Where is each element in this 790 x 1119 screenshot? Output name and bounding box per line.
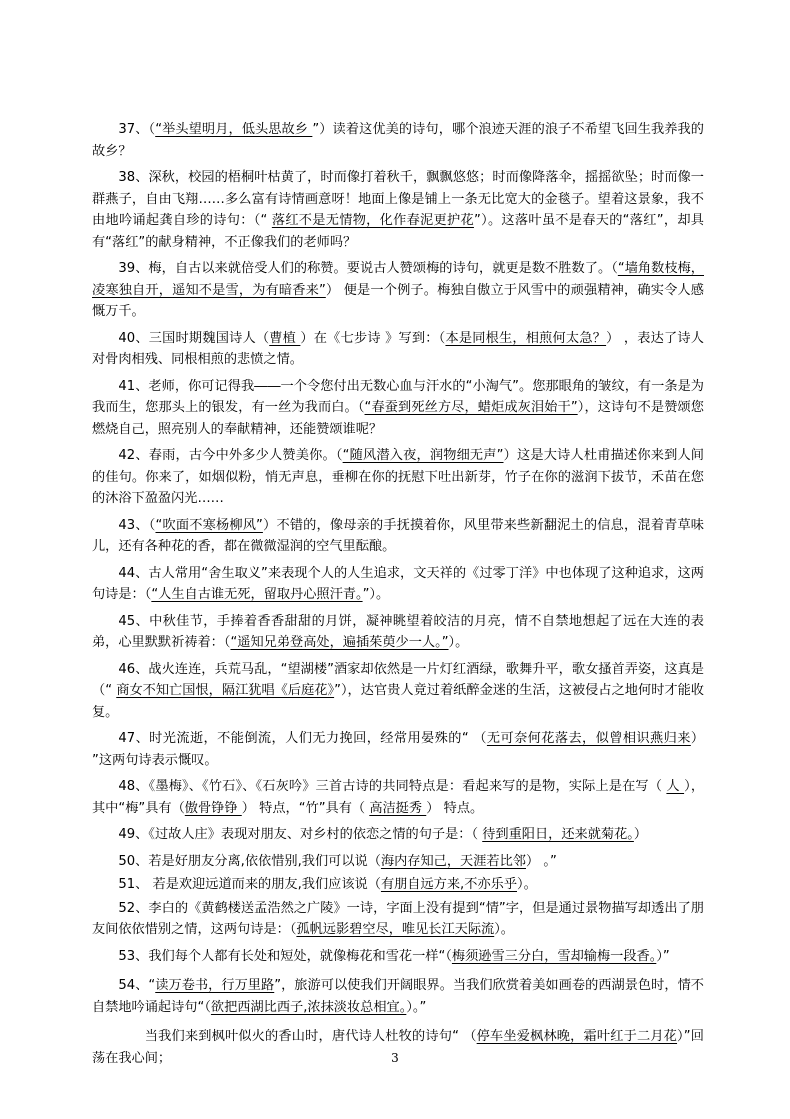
answer-text: 停车坐爱枫林晚，霜叶红于二月花 [476,1029,678,1044]
question-text: ）不错的，像母亲的手抚摸着你，风里带来些新翻泥土的信息，混着青草味儿，还有各种花的香，都在微微湿润的空气里酝酿。 [92,517,704,554]
question-text: ） ，表达了诗人对骨肉相残、同根相煎的悲愤之情。 [92,330,704,367]
question-paragraph [92,611,704,654]
question-text: 50、若是好朋友分离,依依惜别,我们可以说（ [118,853,381,869]
answer-text: 傲骨铮铮 [184,800,242,816]
question-text: ）这是大诗人杜甫描述你来到人间的佳句。你来了，如烟似粉，悄无声息，垂柳在你的抚慰下吐出新芽，竹子在你的滋润下拔节，禾苗在您的沐浴下盈盈闪光…… [92,448,704,506]
answer-text: “墙角数枝梅，凌寒独自开，遥知不是雪，为有暗香来” [92,261,704,298]
question-text: 47、时光流逝，不能倒流，人们无力挽回，经常用晏殊的“ （ [118,731,487,746]
answer-text: 孤帆远影碧空尽，唯见长江天际流 [296,922,495,937]
question-text: ”）。这落叶虽不是春天的“落红”，却具有“落红”的献身精神，不正像我们的老师吗？ [92,213,704,250]
question-paragraph [92,824,704,846]
answer-text: 待到重阳日，还来就菊花。 [482,827,634,842]
document-body [92,119,704,1074]
question-text: 54、“ [118,978,156,993]
question-paragraph [92,946,704,968]
question-text: ”）。 [362,587,390,602]
answer-text: 商女不知亡国恨，隔江犹唱《后庭花》 [116,683,335,698]
answer-text: 曹植 [269,330,301,346]
question-text: 38、深秋，校园的梧桐叶枯黄了，时而像打着秋千，飘飘悠悠；时而像降落伞，摇摇欲坠；时而像一群燕子，自由飞翔……多么富有诗情画意呀！地面上像是铺上一条无比宽大的金毯子。望着这景象，我不由地吟诵起龚自珍的诗句：（“ [92,170,704,228]
question-text: 43、（ [118,517,156,533]
answer-text: “春蚕到死丝方尽，蜡炬成灰泪始干” [364,400,578,415]
answer-text: 海内存知己，天涯若比邻 [380,853,526,869]
question-text: ”），达官贵人竟过着纸醉金迷的生活，这被侵占之地何时才能收复。 [92,683,704,720]
question-text: 45、中秋佳节，手捧着香香甜甜的月饼，凝神眺望着皎洁的月亮，情不自禁地想起了远在大连的表弟，心里默默祈祷着：（ [92,613,704,650]
question-text: 42、春雨，古今中外多少人赞美你。（ [118,448,343,463]
question-text: 48、《墨梅》、《竹石》、《石灰吟》三首古诗的共同特点是：看起来写的是物，实际上是在写（ [118,779,667,794]
question-text: ） 特点，“竹”具有（ [241,800,370,816]
answer-text: 梅须逊雪三分白，雪却输梅一段香。 [451,948,657,964]
answer-text: 人 [666,779,685,794]
question-text: ）。 [517,877,537,892]
page-number: 3 [391,1051,399,1065]
question-paragraph [92,258,704,323]
answer-text: 本是同根生，相煎何太急？ [445,330,607,346]
question-text: ）， 其中“梅”具有（ [92,779,705,816]
question-text: ），这诗句不是赞颂您燃烧自己，照亮别人的奉献精神，还能赞颂谁呢？ [92,400,704,437]
question-text: ） 便是一个例子。梅独自傲立于风雪中的顽强精神，确实令人感慨万千。 [92,282,704,319]
question-text: 当我们来到枫叶似火的香山时，唐代诗人杜牧的诗句“ （ [144,1029,477,1044]
question-paragraph [92,119,704,162]
question-paragraph [92,376,704,441]
question-text: 51、 若是欢迎远道而来的朋友,我们应该说（ [118,877,381,892]
question-text: ”，旅游可以使我们开阔眼界。当我们欣赏着美如画卷的西湖景色时，情不自禁地吟诵起诗句“（ [92,978,704,1015]
question-text: ）” [656,948,670,964]
question-paragraph [92,874,704,896]
question-text: 46、战火连连，兵荒马乱，“望湖楼”酒家却依然是一片灯红酒绿，歌舞升平，歌女搔首弄姿，这真是（“ [92,661,704,698]
answer-text: 读万卷书，行万里路 [155,978,275,993]
answer-text: 无可奈何花落去，似曾相识燕归来 [486,731,691,746]
answer-text: “遥知兄弟登高处，遍插茱萸少一人。” [230,635,449,650]
question-text: 44、古人常用“舍生取义”来表现个人的人生追求，文天祥的《过零丁洋》中也体现了这种追求，这两句诗是：（ [92,565,704,602]
question-text: 49、《过故人庄》表现对朋友、对乡村的依恋之情的句子是：（ [118,827,483,842]
answer-text: 落红不是无情物，化作春泥更护花 [271,213,474,228]
question-paragraph [92,776,704,819]
answer-text: “举头望明月，低头思故乡 [155,122,313,137]
question-text: ）。 [494,922,514,937]
question-paragraph [92,445,704,510]
question-text: 53、我们每个人都有长处和短处，就像梅花和雪花一样“（ [118,948,452,964]
question-text: ） 特点。 [426,800,484,816]
question-text: ） [633,827,648,842]
question-paragraph [92,515,704,558]
question-text: ） 。” [526,853,557,869]
answer-text: “人生自古谁无死，留取丹心照汗青。 [151,587,363,602]
question-text: 40、三国时期魏国诗人（ [118,330,270,346]
question-paragraph [92,659,704,724]
question-text: ）在《七步诗 》写到：（ [300,330,446,346]
question-paragraph [92,563,704,606]
answer-text: 欲把西湖比西子,浓抹淡妆总相宜。 [210,999,407,1015]
question-text: 41、老师，你可记得我――一个令您付出无数心血与汗水的“小淘气”。您那眼角的皱纹，有一条是为我而生，您那头上的银发，有一丝为我而白。（ [92,378,704,415]
question-text: 37、（ [118,122,156,137]
question-text: ”）读着这优美的诗句，哪个浪迹天涯的浪子不希望飞回生我养我的故乡？ [92,122,704,159]
question-paragraph [92,975,704,1018]
question-paragraph [92,328,704,371]
question-text: ）”回荡在我心间； [92,1029,704,1066]
question-text: 39、梅，自古以来就倍受人们的称赞。要说古人赞颂梅的诗句，就更是数不胜数了。（ [118,261,618,276]
answer-text: “随风潜入夜，润物细无声” [342,448,504,463]
question-text: ） ”这两句诗表示慨叹。 [92,731,704,768]
question-paragraph [92,728,704,771]
question-text: ）。” [406,999,427,1015]
answer-text: 高洁挺秀 [369,800,427,816]
question-paragraph [92,167,704,253]
answer-text: 有朋自远方来,不亦乐乎 [380,877,518,892]
question-text: 52、李白的《黄鹤楼送孟浩然之广陵》一诗，字面上没有提到“情”字，但是通过景物描写却透出了朋友间依依惜别之情，这两句诗是：（ [92,900,704,937]
question-text: ）。 [448,635,469,650]
answer-text: “吹面不寒杨柳风” [155,517,263,533]
question-paragraph [92,898,704,941]
question-paragraph [92,851,704,873]
